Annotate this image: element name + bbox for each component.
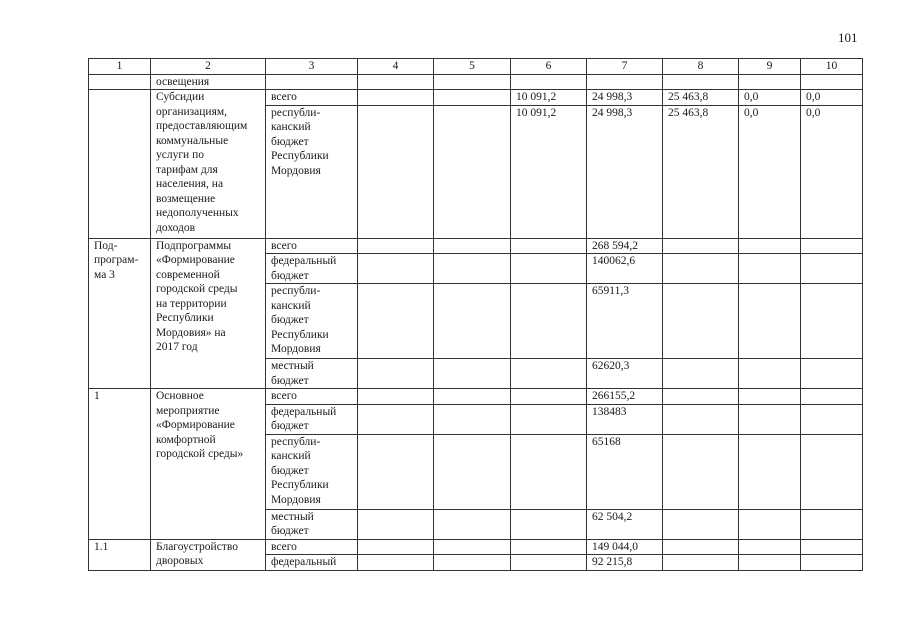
table-row — [89, 90, 863, 106]
table-cell — [358, 404, 434, 434]
table-cell — [358, 555, 434, 571]
column-number: 2 — [151, 59, 266, 75]
table-cell: 65168 — [587, 434, 663, 509]
table-cell: 24 998,3 — [587, 90, 663, 106]
table-cell — [511, 284, 587, 359]
table-cell — [587, 74, 663, 90]
table-cell — [89, 74, 151, 90]
table-cell: всего — [266, 539, 358, 555]
table-cell — [739, 284, 801, 359]
table-cell — [663, 238, 739, 254]
table-cell: республи- канский бюджет Республики Мордовия — [266, 434, 358, 509]
table-cell — [663, 74, 739, 90]
table-cell — [739, 389, 801, 405]
table-cell — [801, 539, 863, 555]
table-cell: Субсидии организациям, предоставляющим коммунальные услуги по тарифам для населения, на возмещение недополученных доходов — [151, 90, 266, 239]
table-cell: 0,0 — [801, 90, 863, 106]
table-cell — [739, 539, 801, 555]
column-number: 10 — [801, 59, 863, 75]
table-cell — [434, 254, 511, 284]
table-cell: Под- програм- ма 3 — [89, 238, 151, 389]
table-cell — [801, 389, 863, 405]
table-cell — [739, 509, 801, 539]
table-cell — [739, 238, 801, 254]
table-cell: федеральный бюджет — [266, 254, 358, 284]
table-cell — [434, 359, 511, 389]
table-cell — [663, 284, 739, 359]
table-cell — [801, 284, 863, 359]
table-cell: федеральный — [266, 555, 358, 571]
table-cell: всего — [266, 389, 358, 405]
table-cell — [663, 509, 739, 539]
table-cell: 25 463,8 — [663, 105, 739, 238]
column-number: 3 — [266, 59, 358, 75]
table-cell — [434, 74, 511, 90]
table-cell: 62620,3 — [587, 359, 663, 389]
table-cell — [434, 389, 511, 405]
column-number: 1 — [89, 59, 151, 75]
table-cell: Подпрограммы «Формирование современной городской среды на территории Республики Мордовия» на 2017 год — [151, 238, 266, 389]
table-cell — [801, 359, 863, 389]
table-cell — [663, 555, 739, 571]
table-cell: 24 998,3 — [587, 105, 663, 238]
column-number: 5 — [434, 59, 511, 75]
table-cell: местный бюджет — [266, 509, 358, 539]
table-cell: 268 594,2 — [587, 238, 663, 254]
table-cell — [434, 539, 511, 555]
table-cell — [358, 389, 434, 405]
column-number: 6 — [511, 59, 587, 75]
table-cell — [511, 238, 587, 254]
table-cell: Благоустройство дворовых — [151, 539, 266, 570]
table-cell — [266, 74, 358, 90]
table-cell — [89, 90, 151, 239]
table-cell: 149 044,0 — [587, 539, 663, 555]
table-cell — [739, 74, 801, 90]
table-cell — [358, 509, 434, 539]
table-cell: 0,0 — [801, 105, 863, 238]
table-cell — [358, 105, 434, 238]
table-cell: 62 504,2 — [587, 509, 663, 539]
table-row — [89, 74, 863, 90]
table-cell: всего — [266, 238, 358, 254]
table-cell: 0,0 — [739, 105, 801, 238]
table-cell — [434, 284, 511, 359]
table-cell — [511, 254, 587, 284]
column-number: 4 — [358, 59, 434, 75]
table-cell — [434, 509, 511, 539]
table-cell — [434, 238, 511, 254]
table-cell — [511, 74, 587, 90]
column-number: 7 — [587, 59, 663, 75]
table-cell: республи- канский бюджет Республики Мордовия — [266, 284, 358, 359]
table-cell: освещения — [151, 74, 266, 90]
table-cell — [511, 359, 587, 389]
table-cell: всего — [266, 90, 358, 106]
table-cell: 10 091,2 — [511, 105, 587, 238]
table-cell — [663, 254, 739, 284]
table-cell — [358, 254, 434, 284]
table-cell — [434, 90, 511, 106]
table-cell: 25 463,8 — [663, 90, 739, 106]
table-cell — [801, 434, 863, 509]
table-cell — [739, 434, 801, 509]
table-cell — [801, 238, 863, 254]
table-cell: 138483 — [587, 404, 663, 434]
table-cell — [801, 404, 863, 434]
table-cell — [358, 434, 434, 509]
table-cell — [434, 555, 511, 571]
table-row — [89, 389, 863, 405]
table-cell — [739, 404, 801, 434]
table-cell: республи- канский бюджет Республики Мордовия — [266, 105, 358, 238]
table-cell: 140062,6 — [587, 254, 663, 284]
table-cell — [739, 254, 801, 284]
table-row — [89, 539, 863, 555]
table-cell — [358, 539, 434, 555]
table-cell — [511, 434, 587, 509]
table-cell: федеральный бюджет — [266, 404, 358, 434]
table-cell — [663, 404, 739, 434]
table-cell — [801, 509, 863, 539]
table-cell — [511, 389, 587, 405]
table-cell — [801, 254, 863, 284]
table-cell — [511, 509, 587, 539]
table-cell — [511, 404, 587, 434]
table-cell — [739, 555, 801, 571]
table-cell — [358, 238, 434, 254]
table-cell — [663, 389, 739, 405]
column-number: 9 — [739, 59, 801, 75]
table-cell — [358, 284, 434, 359]
table-cell — [358, 74, 434, 90]
table-cell — [434, 434, 511, 509]
table-cell — [739, 359, 801, 389]
table-cell: 266155,2 — [587, 389, 663, 405]
table-cell — [434, 105, 511, 238]
table-cell — [663, 359, 739, 389]
table-cell — [358, 90, 434, 106]
table-cell: 10 091,2 — [511, 90, 587, 106]
column-number: 8 — [663, 59, 739, 75]
budget-table — [88, 58, 863, 571]
table-row — [89, 238, 863, 254]
table-cell: местный бюджет — [266, 359, 358, 389]
table-cell — [434, 404, 511, 434]
table-cell — [801, 555, 863, 571]
table-cell — [801, 74, 863, 90]
page-number: 101 — [838, 30, 858, 45]
table-cell — [511, 555, 587, 571]
table-cell: 65911,3 — [587, 284, 663, 359]
table-cell — [663, 434, 739, 509]
table-cell — [511, 539, 587, 555]
table-cell: 1.1 — [89, 539, 151, 570]
table-cell: 92 215,8 — [587, 555, 663, 571]
table-cell — [358, 359, 434, 389]
column-number-row — [89, 59, 863, 75]
table-cell: Основное мероприятие «Формирование комфортной городской среды» — [151, 389, 266, 540]
table-cell — [663, 539, 739, 555]
table-cell: 1 — [89, 389, 151, 540]
table-cell: 0,0 — [739, 90, 801, 106]
